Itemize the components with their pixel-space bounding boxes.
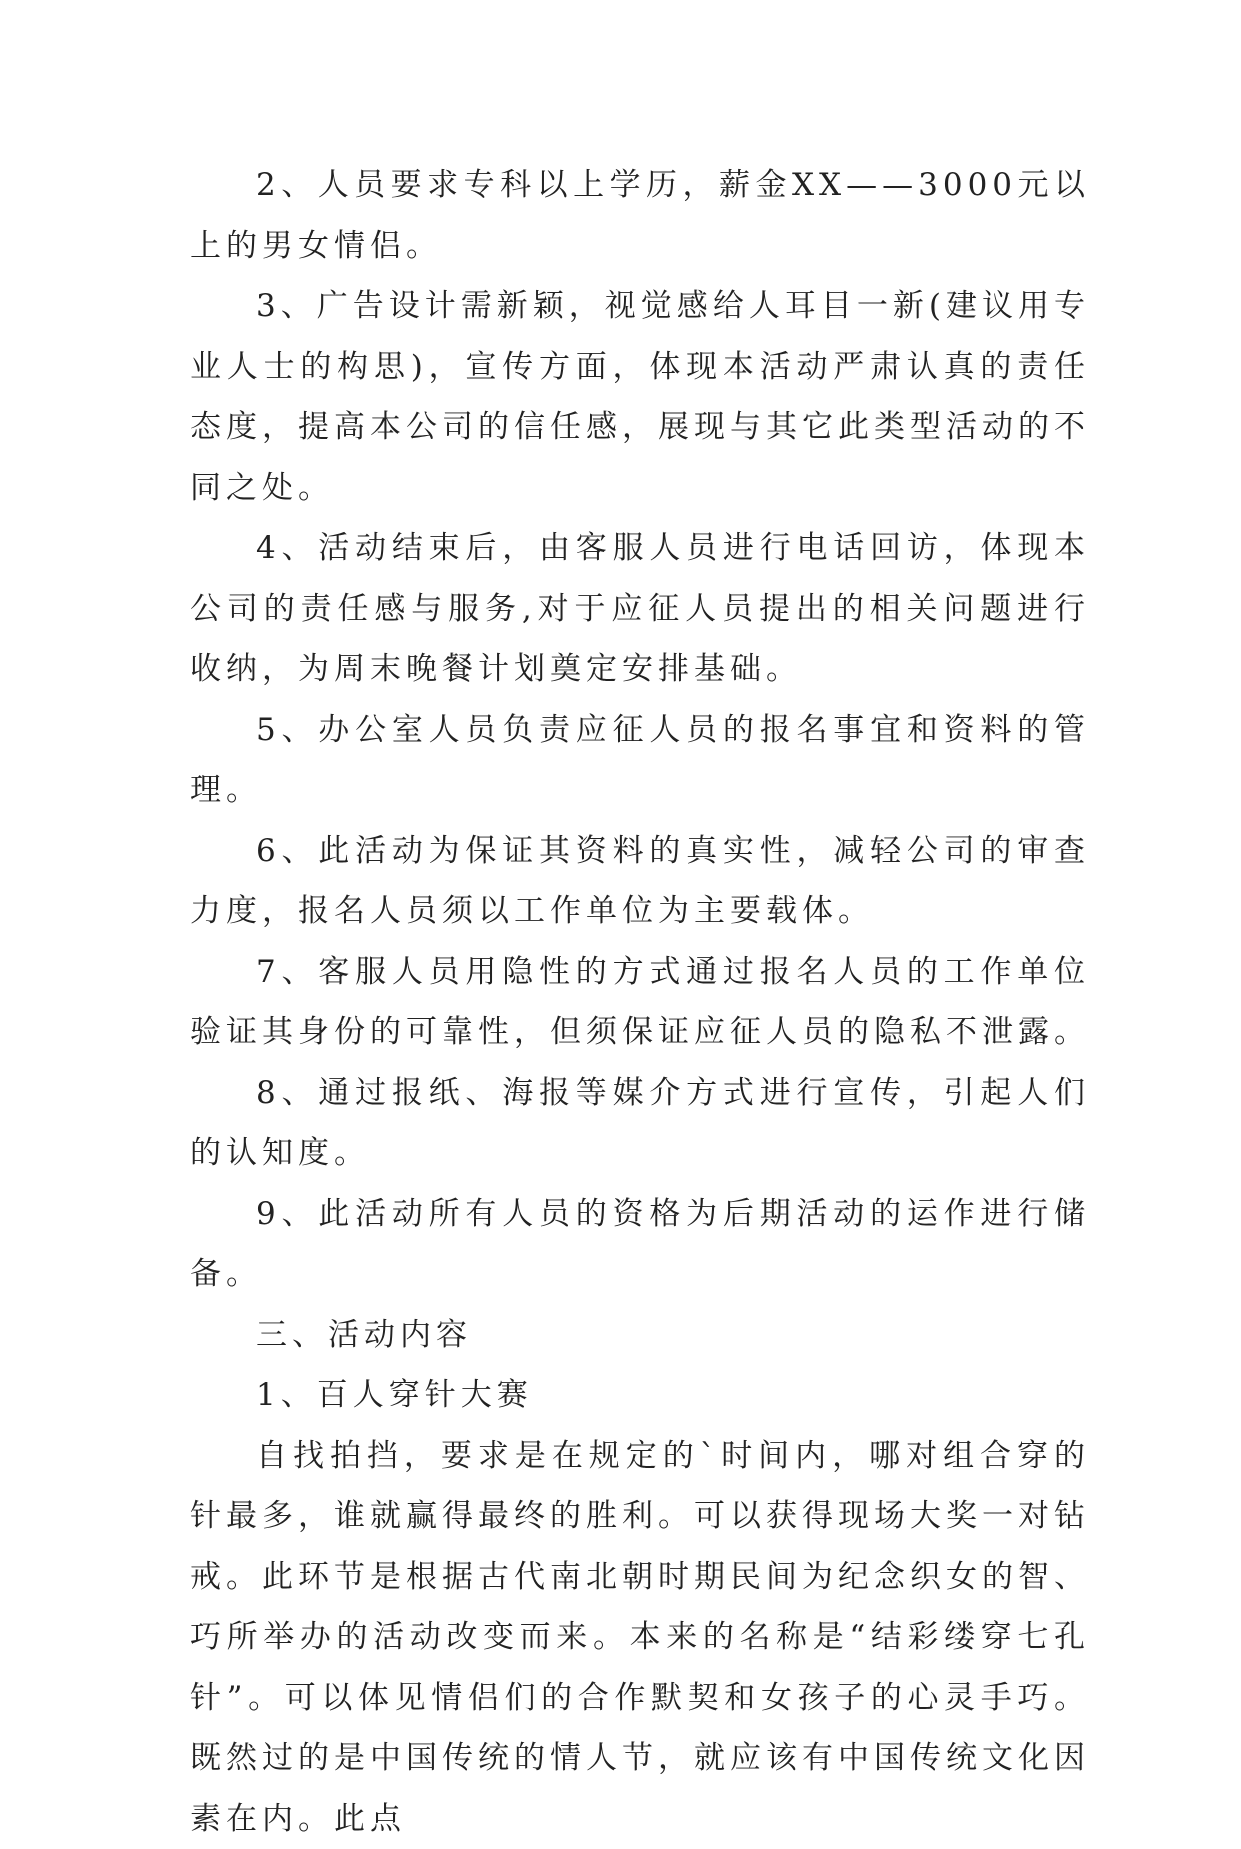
paragraph-data-authenticity: 6、此活动为保证其资料的真实性，减轻公司的审查力度，报名人员须以工作单位为主要载体。: [190, 821, 1090, 942]
paragraph-staff-requirements: 2、人员要求专科以上学历，薪金XX——3000元以上的男女情侣。: [190, 155, 1090, 276]
paragraph-reserve-qualifications: 9、此活动所有人员的资格为后期活动的运作进行储备。: [190, 1184, 1090, 1305]
paragraph-follow-up-calls: 4、活动结束后，由客服人员进行电话回访，体现本公司的责任感与服务,对于应征人员提出的相关问题进行收纳，为周末晚餐计划奠定安排基础。: [190, 518, 1090, 700]
subheading-needle-threading-contest: 1、百人穿针大赛: [190, 1365, 1090, 1426]
document-body: [190, 155, 1090, 1849]
paragraph-ad-design: 3、广告设计需新颖，视觉感给人耳目一新(建议用专业人士的构思)，宣传方面，体现本活动严肃认真的责任态度，提高本公司的信任感，展现与其它此类型活动的不同之处。: [190, 276, 1090, 518]
section-heading-activity-content: 三、活动内容: [190, 1305, 1090, 1366]
paragraph-office-registration: 5、办公室人员负责应征人员的报名事宜和资料的管理。: [190, 700, 1090, 821]
paragraph-contest-description: 自找拍挡，要求是在规定的`时间内，哪对组合穿的针最多，谁就赢得最终的胜利。可以获得现场大奖一对钻戒。此环节是根据古代南北朝时期民间为纪念织女的智、巧所举办的活动改变而来。本来的名称是“结彩缕穿七孔针”。可以体见情侣们的合作默契和女孩子的心灵手巧。既然过的是中国传统的情人节，就应该有中国传统文化因素在内。此点: [190, 1426, 1090, 1849]
paragraph-identity-verification: 7、客服人员用隐性的方式通过报名人员的工作单位验证其身份的可靠性，但须保证应征人员的隐私不泄露。: [190, 942, 1090, 1063]
paragraph-media-promotion: 8、通过报纸、海报等媒介方式进行宣传，引起人们的认知度。: [190, 1063, 1090, 1184]
